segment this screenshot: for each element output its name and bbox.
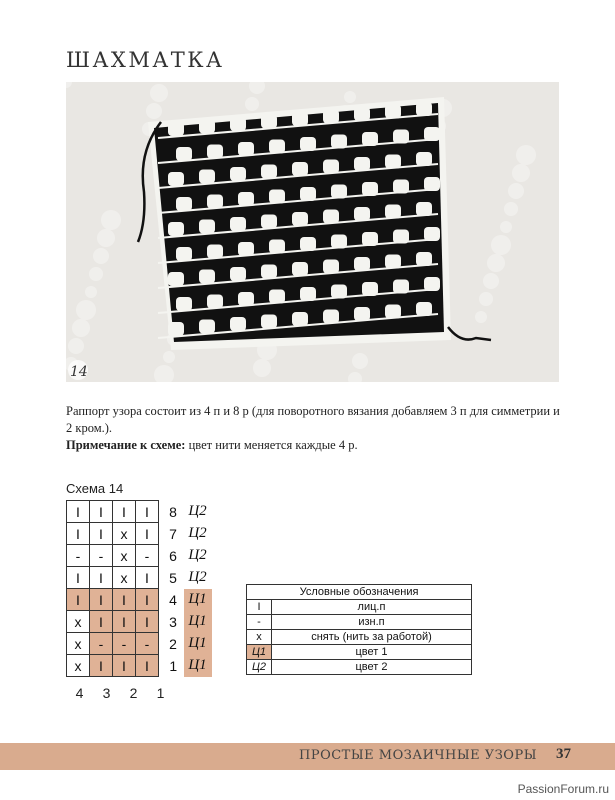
schema-row — [67, 633, 212, 655]
schema-cell: I — [113, 611, 136, 633]
column-number: 4 — [75, 685, 84, 701]
legend-row — [247, 600, 472, 615]
schema-cell: I — [113, 589, 136, 611]
swatch-stitch — [168, 172, 184, 186]
note-label: Примечание к схеме: — [66, 438, 186, 452]
swatch-stitch — [292, 312, 308, 326]
knitting-schema-grid — [66, 500, 212, 677]
legend-text: цвет 2 — [272, 660, 472, 675]
schema-cell: I — [90, 655, 113, 677]
row-number: 6 — [169, 547, 177, 564]
schema-row — [67, 589, 212, 611]
texture-fleck — [504, 202, 518, 216]
legend-row — [247, 660, 472, 675]
swatch-stitch — [230, 167, 246, 181]
schema-cell: - — [90, 633, 113, 655]
texture-fleck — [487, 254, 505, 272]
swatch-stitch — [354, 157, 370, 171]
legend-symbol: Ц1 — [247, 645, 272, 660]
schema-cell: I — [136, 655, 159, 677]
swatch-stitch — [168, 122, 184, 136]
swatch-stitch — [354, 107, 370, 121]
swatch-stitch — [168, 272, 184, 286]
swatch-stitch — [176, 297, 192, 311]
schema-row — [67, 545, 212, 567]
swatch-stitch — [323, 310, 339, 324]
swatch-stitch — [176, 147, 192, 161]
texture-fleck — [101, 210, 121, 230]
swatch-stitch — [199, 320, 215, 334]
texture-fleck — [475, 311, 487, 323]
swatch-stitch — [230, 117, 246, 131]
schema-cell: x — [113, 567, 136, 589]
swatch-stitch — [199, 220, 215, 234]
schema-cell: I — [136, 501, 159, 523]
swatch-stitch — [261, 265, 277, 279]
note-text: цвет нити меняется каждые 4 р. — [188, 438, 358, 452]
photo-badge-number: 14 — [70, 364, 88, 380]
swatch-stitch — [230, 267, 246, 281]
swatch-stitch — [168, 322, 184, 336]
page-number: 37 — [556, 746, 571, 762]
schema-cell: I — [67, 567, 90, 589]
row-number: 5 — [169, 569, 177, 586]
schema-cell: I — [136, 611, 159, 633]
swatch-stitch — [230, 217, 246, 231]
schema-cell: I — [90, 611, 113, 633]
schema-cell: I — [113, 501, 136, 523]
column-numbers — [66, 685, 174, 701]
row-color: Ц1 — [184, 589, 212, 611]
texture-fleck — [512, 164, 530, 182]
legend-symbol: Ц2 — [247, 660, 272, 675]
knitted-swatch-photo — [66, 82, 559, 382]
schema-row — [67, 611, 212, 633]
schema-cell: I — [136, 589, 159, 611]
row-color: Ц1 — [184, 611, 212, 633]
schema-cell: I — [113, 655, 136, 677]
swatch-stitch — [199, 270, 215, 284]
legend-symbol: - — [247, 615, 272, 630]
row-number: 8 — [169, 503, 177, 520]
schema-cell: - — [136, 633, 159, 655]
schema-row — [67, 523, 212, 545]
column-number: 1 — [156, 685, 165, 701]
swatch-stitch — [238, 292, 254, 306]
texture-fleck — [483, 273, 499, 289]
schema-cell: I — [90, 567, 113, 589]
row-color: Ц2 — [188, 503, 207, 519]
texture-fleck — [500, 221, 512, 233]
texture-fleck — [72, 319, 90, 337]
schema-cell: I — [136, 567, 159, 589]
texture-fleck — [245, 97, 259, 111]
row-color: Ц2 — [188, 525, 207, 541]
schema-cell: I — [67, 523, 90, 545]
texture-fleck — [344, 91, 356, 103]
row-number: 2 — [169, 635, 177, 652]
schema-cell: I — [136, 523, 159, 545]
schema-cell: - — [113, 633, 136, 655]
rapport-description: Раппорт узора состоит из 4 п и 8 р (для поворотного вязания добавляем 3 п для симметрии и 2 кром.). — [66, 404, 560, 435]
swatch-stitch — [207, 145, 223, 159]
texture-fleck — [150, 84, 168, 102]
row-number: 4 — [169, 591, 177, 608]
row-number: 3 — [169, 613, 177, 630]
texture-fleck — [76, 300, 96, 320]
footer-section-title: ПРОСТЫЕ МОЗАИЧНЫЕ УЗОРЫ — [298, 748, 537, 763]
texture-fleck — [352, 353, 368, 369]
legend-symbol: x — [247, 630, 272, 645]
row-color: Ц1 — [184, 655, 212, 677]
row-color: Ц2 — [188, 569, 207, 585]
legend-row — [247, 645, 472, 660]
swatch-stitch — [261, 165, 277, 179]
schema-cell: x — [113, 523, 136, 545]
watermark: PassionForum.ru — [517, 782, 609, 796]
texture-fleck — [508, 183, 524, 199]
swatch-stitch — [176, 197, 192, 211]
column-number: 2 — [129, 685, 138, 701]
swatch-stitch — [207, 195, 223, 209]
schema-cell: - — [136, 545, 159, 567]
schema-label: Схема 14 — [66, 481, 124, 496]
texture-fleck — [479, 292, 493, 306]
legend-text: цвет 1 — [272, 645, 472, 660]
swatch-stitch — [261, 215, 277, 229]
swatch-stitch — [261, 115, 277, 129]
texture-fleck — [68, 338, 84, 354]
swatch-stitch — [238, 192, 254, 206]
texture-fleck — [146, 103, 162, 119]
texture-fleck — [516, 145, 536, 165]
texture-fleck — [163, 351, 175, 363]
swatch-stitch — [207, 295, 223, 309]
schema-row — [67, 501, 212, 523]
page-title: ШАХМАТКА — [66, 48, 225, 72]
schema-cell: I — [90, 523, 113, 545]
swatch-stitch — [207, 245, 223, 259]
swatch-stitch — [354, 207, 370, 221]
swatch-stitch — [230, 317, 246, 331]
row-number: 1 — [169, 657, 178, 674]
schema-cell: x — [67, 633, 90, 655]
swatch-stitch — [323, 210, 339, 224]
schema-row — [67, 655, 212, 677]
schema-cell: x — [113, 545, 136, 567]
legend-text: изн.п — [272, 615, 472, 630]
legend-symbol: I — [247, 600, 272, 615]
legend-title: Условные обозначения — [247, 585, 472, 600]
texture-fleck — [89, 267, 103, 281]
schema-cell: I — [67, 501, 90, 523]
row-color: Ц1 — [184, 633, 212, 655]
texture-fleck — [93, 248, 109, 264]
swatch-stitch — [292, 262, 308, 276]
swatch-stitch — [354, 307, 370, 321]
swatch-stitch — [292, 162, 308, 176]
swatch-stitch — [323, 260, 339, 274]
swatch-stitch — [238, 242, 254, 256]
column-number: 3 — [102, 685, 111, 701]
schema-note — [66, 437, 566, 454]
legend-text: лиц.п — [272, 600, 472, 615]
schema-cell: - — [67, 545, 90, 567]
schema-cell: x — [67, 655, 90, 677]
schema-cell: x — [67, 611, 90, 633]
schema-cell: - — [90, 545, 113, 567]
row-number: 7 — [169, 525, 177, 542]
swatch-stitch — [354, 257, 370, 271]
row-color: Ц2 — [188, 547, 207, 563]
swatch-stitch — [199, 170, 215, 184]
swatch-stitch — [176, 247, 192, 261]
texture-fleck — [491, 235, 511, 255]
swatch-stitch — [238, 142, 254, 156]
swatch-stitch — [292, 212, 308, 226]
legend-row — [247, 615, 472, 630]
texture-fleck — [85, 286, 97, 298]
legend-table — [246, 584, 472, 675]
swatch-stitch — [199, 120, 215, 134]
legend-row — [247, 630, 472, 645]
texture-fleck — [253, 359, 271, 377]
swatch-stitch — [323, 160, 339, 174]
schema-cell: I — [67, 589, 90, 611]
swatch-stitch — [292, 112, 308, 126]
swatch-stitch — [261, 315, 277, 329]
schema-row — [67, 567, 212, 589]
swatch-stitch — [168, 222, 184, 236]
schema-cell: I — [90, 501, 113, 523]
legend-text: снять (нить за работой) — [272, 630, 472, 645]
swatch-stitch — [323, 110, 339, 124]
texture-fleck — [97, 229, 115, 247]
schema-cell: I — [90, 589, 113, 611]
